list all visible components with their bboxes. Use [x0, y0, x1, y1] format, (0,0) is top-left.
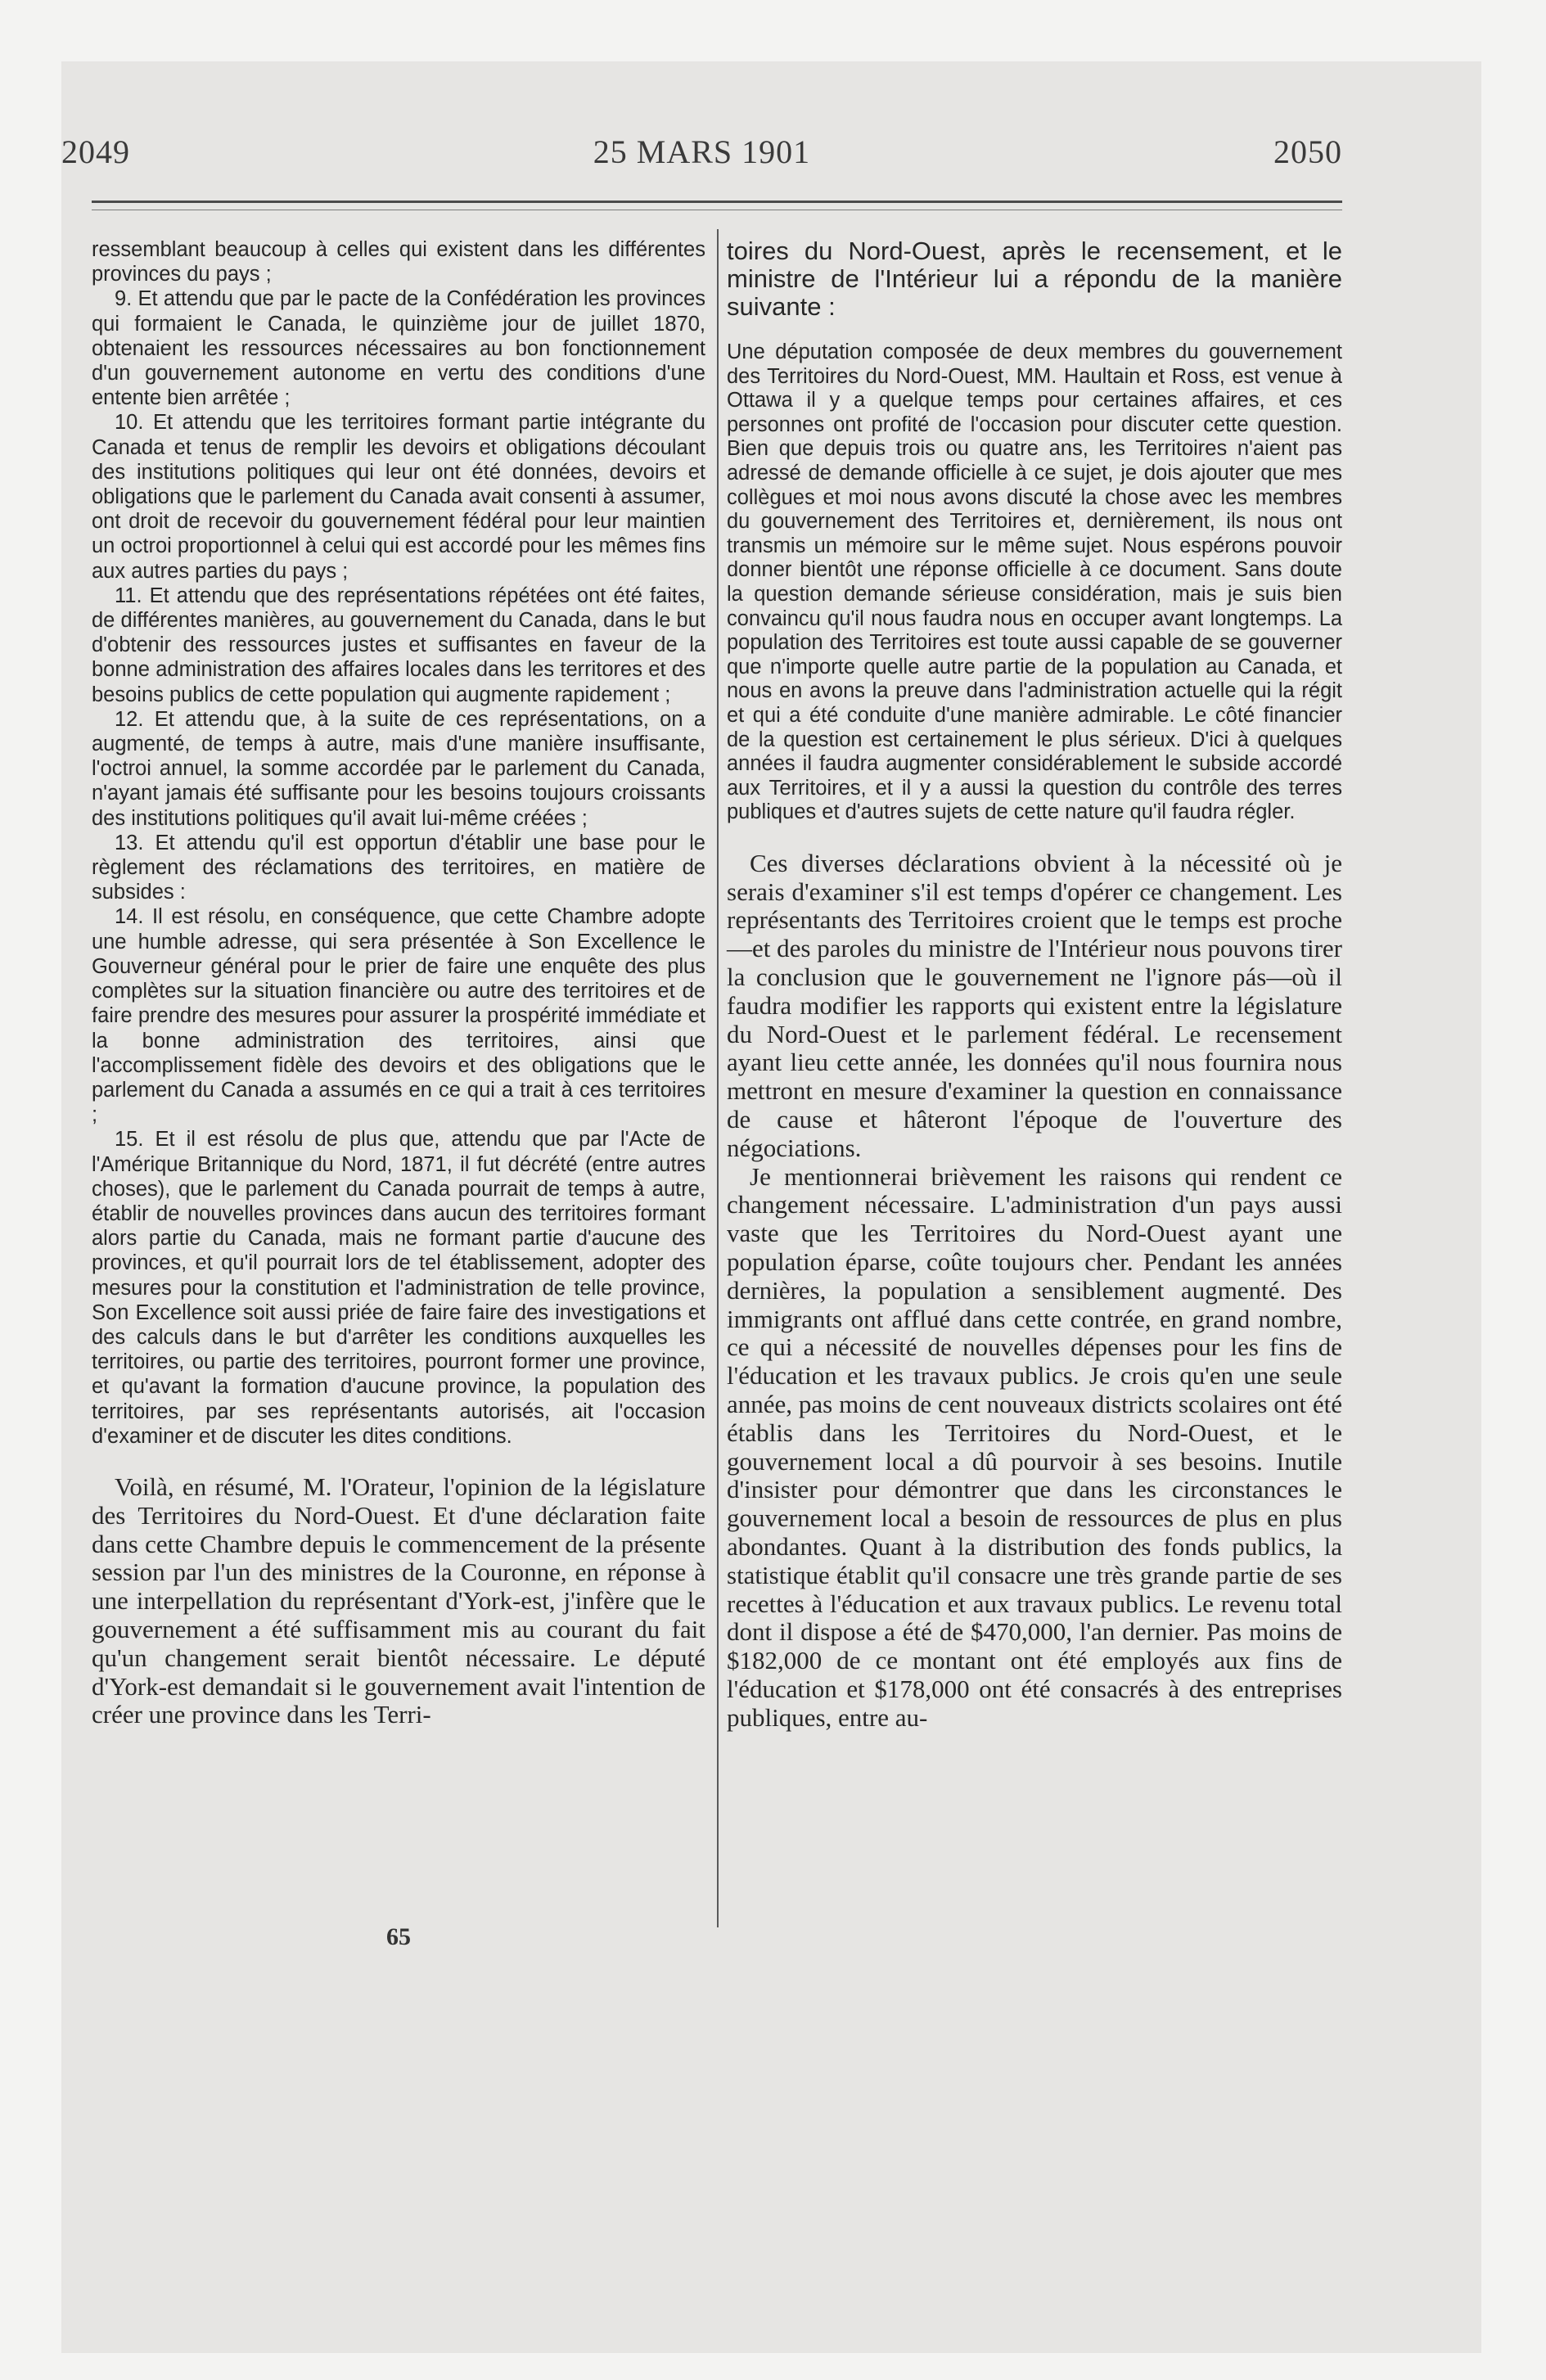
spacer	[727, 321, 1342, 340]
speech-paragraph: Voilà, en résumé, M. l'Orateur, l'opinion de la législature des Territoires du Nord-Ouest. Et d'une déclaration faite dans cette Chambre depuis le commencement de la présente session par l'un des ministres de la Couronne, en réponse à une interpellation du représentant d'York-est, j'infère que le gouvernement a été suffisamment mis au courant du fait qu'un changement serait bientôt nécessaire. Le député d'York-est demandait si le gouvernement avait l'intention de créer une province dans les Terri-	[92, 1472, 705, 1729]
right-column	[727, 237, 1342, 1733]
column-divider	[717, 229, 719, 1927]
minister-quote	[727, 340, 1342, 825]
left-column	[92, 237, 705, 1729]
right-intro	[727, 237, 1342, 321]
spacer	[727, 825, 1342, 850]
signature-number: 65	[386, 1923, 411, 1950]
paragraph-10: 10. Et attendu que les territoires formant partie intégrante du Canada et tenus de remplir les devoirs et obligations découlant des institutions politiques qui leur ont été données, devoirs et obligations que le parlement du Canada avait consenti à assumer, ont droit de recevoir du gouvernement fédéral pour leur maintien un octroi proportionnel à celui qui est accordé pour les mêmes fins aux autres parties du pays ;	[92, 411, 705, 583]
speech-text-right	[727, 850, 1342, 1733]
resolution-text	[92, 237, 705, 1449]
header-rule	[92, 201, 1342, 203]
spacer	[92, 1449, 705, 1473]
paragraph-12: 12. Et attendu que, à la suite de ces représentations, on a augmenté, de temps à autre, mais d'une manière insuffisante, l'octroi annuel, la somme accordée par le parlement du Canada, n'ayant jamais été suffisante pour les besoins toujours croissants des institutions politiques qu'il avait lui-même créées ;	[92, 707, 705, 830]
header-date: 25 MARS 1901	[593, 133, 811, 170]
page-number-right: 2050	[1273, 133, 1342, 170]
paragraph-13: 13. Et attendu qu'il est opportun d'établir une base pour le règlement des réclamations des territoires, en matière de subsides :	[92, 831, 705, 904]
speech-text-left	[92, 1473, 705, 1729]
paragraph-15: 15. Et il est résolu de plus que, attendu que par l'Acte de l'Amérique Britannique du Nord, 1871, il fut décrété (entre autres choses), que le parlement du Canada pourrait de temps à autre, établir de nouvelles provinces dans aucun des territoires formant alors partie du Canada, mais ne formant partie d'aucune des provinces, et qu'il pourrait lors de tel établissement, adopter des mesures pour la constitution et l'administration de telle province, Son Excellence soit aussi priée de faire faire des investigations et des calculs dans le but d'arrêter les conditions auxquelles les territoires, ou partie des territoires, pourront former une province, et qu'avant la formation d'aucune province, la population des territoires, par ses représentants autorisés, ait l'occasion d'examiner et de discuter les dites conditions.	[92, 1128, 705, 1448]
speech-paragraph: Ces diverses déclarations obvient à la nécessité où je serais d'examiner s'il est temps d'opérer ce changement. Les représentants des Territoires croient que le temps est proche—et des paroles du ministre de l'Intérieur nous pouvons tirer la conclusion que le gouvernement ne l'ignore pás—où il faudra modifier les rapports qui existent entre la législature du Nord-Ouest et le parlement fédéral. Le recensement ayant lieu cette année, les données qu'il nous fournira nous mettront en mesure d'examiner la question en connaissance de cause et hâteront l'époque de l'ouverture des négociations.	[727, 848, 1342, 1162]
intro-paragraph: toires du Nord-Ouest, après le recensement, et le ministre de l'Intérieur lui a répondu de la manière suivante :	[727, 237, 1342, 321]
quote-paragraph: Une députation composée de deux membres du gouvernement des Territoires du Nord-Ouest, MM. Haultain et Ross, est venue à Ottawa il y a quelque temps pour certaines affaires, et ces personnes ont profité de l'occasion pour discuter cette question. Bien que depuis trois ou quatre ans, les Territoires n'aient pas adressé de demande officielle à ce sujet, je dois ajouter que mes collègues et moi nous avons discuté la chose avec les membres du gouvernement des Territoires et, dernièrement, ils nous ont transmis un mémoire sur le même sujet. Nous espérons pouvoir donner bientôt une réponse officielle à ce document. Sans doute la question demande sérieuse considération, mais je suis bien convaincu qu'il nous faudra nous en occuper avant longtemps. La population des Territoires est toute aussi capable de se gouverner que n'importe quelle autre partie de la population au Canada, et nous en avons la preuve dans l'administration actuelle qui la régit et qui a été conduite d'une manière admirable. Le côté financier de la question est certainement le plus sérieux. D'ici à quelques années il faudra augmenter considérablement le subside accordé aux Territoires, et il y a aussi la question du contrôle des terres publiques et d'autres sujets de cette nature qu'il faudra régler.	[727, 340, 1342, 824]
page-header	[61, 133, 1342, 182]
speech-paragraph: Je mentionnerai brièvement les raisons qui rendent ce changement nécessaire. L'administration d'un pays aussi vaste que les Territoires du Nord-Ouest ayant une population éparse, coûte toujours cher. Pendant les années dernières, la population a sensiblement augmenté. Des immigrants ont afflué dans cette contrée, en grand nombre, ce qui a nécessité de nouvelles dépenses pour les fins de l'éducation et les travaux publics. Je crois qu'en une seule année, pas moins de cent nouveaux districts scolaires ont été établis dans les Territoires du Nord-Ouest, et le gouvernement local a dû pourvoir à ses besoins. Inutile d'insister pour démontrer que dans les circonstances le gouvernement local a besoin de ressources de plus en plus abondantes. Quant à la distribution des fonds publics, la statistique établit qu'il consacre une très grande partie de ses recettes à l'éducation et aux travaux publics. Le revenu total dont il dispose a été de $470,000, l'an dernier. Pas moins de $182,000 de ce montant ont été employés aux fins de l'éducation et $178,000 ont été consacrés à des entreprises publiques, entre au-	[727, 1161, 1342, 1732]
paragraph-9: 9. Et attendu que par le pacte de la Confédération les provinces qui formaient le Canada, le quinzième jour de juillet 1870, obtenaient les ressources nécessaires au bon fonctionnement d'un gouvernement autonome en vertu des conditions d'une entente bien arrêtée ;	[92, 287, 705, 410]
paragraph-continuation: ressemblant beaucoup à celles qui existent dans les différentes provinces du pays ;	[92, 238, 705, 286]
paragraph-14: 14. Il est résolu, en conséquence, que cette Chambre adopte une humble adresse, qui sera présentée à Son Excellence le Gouverneur général pour le prier de faire une enquête des plus complètes sur la situation financière ou autre des territoires et de faire prendre des mesures pour assurer la prospérité immédiate et la bonne administration des territoires, ainsi que l'accomplissement fidèle des devoirs et des obligations que le parlement du Canada a assumés en ce qui a trait à ces territoires ;	[92, 905, 705, 1127]
page-number-left: 2049	[61, 133, 130, 170]
paragraph-11: 11. Et attendu que des représentations répétées ont été faites, de différentes manières, au gouvernement du Canada, dans le but d'obtenir des ressources justes et suffisantes en faveur de la bonne administration des affaires locales dans les territores et des besoins publics de cette population qui augmente rapidement ;	[92, 584, 705, 706]
